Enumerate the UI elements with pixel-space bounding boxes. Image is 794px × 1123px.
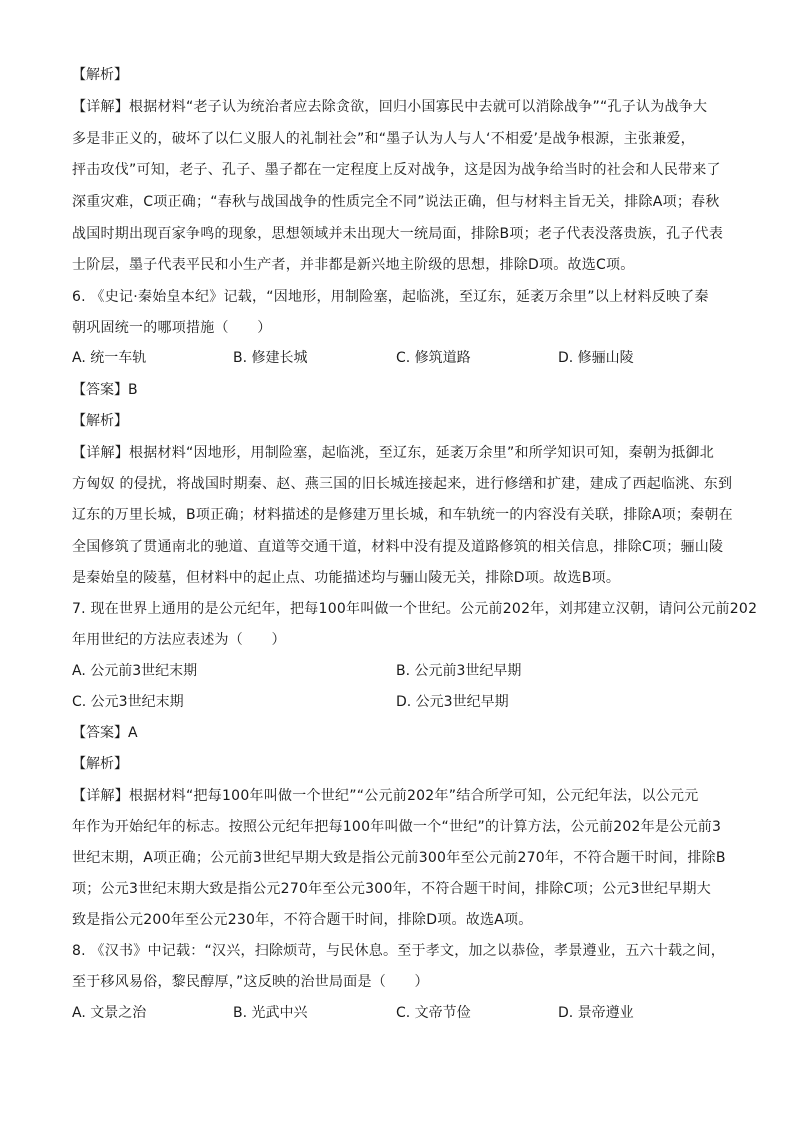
analysis-line: 致是指公元200年至公元230年，不符合题干时间，排除D项。故选A项。 (72, 912, 533, 928)
analysis-line: 【详解】根据材料“因地形，用制险塞，起临洮，至辽东，延袤万余里”和所学知识可知，秦朝为抵御北 (72, 445, 715, 461)
question-stem: 年用世纪的方法应表述为（ ） (72, 632, 286, 648)
analysis-line: 年作为开始纪年的标志。按照公元纪年把每100年叫做一个“世纪”的计算方法，公元前202年是公元前3 (72, 819, 722, 835)
analysis-line: 【详解】根据材料“把每100年叫做一个世纪”“公元前202年”结合所学可知，公元纪年法，以公元元 (72, 788, 699, 804)
analysis-tag: 【解析】 (72, 756, 128, 772)
option-d: D. 修骊山陵 (558, 350, 634, 366)
option-a: A. 公元前3世纪末期 (72, 663, 198, 679)
analysis-line: 【详解】根据材料“老子认为统治者应去除贪欲，回归小国寡民中去就可以消除战争”“孔子认为战争大 (72, 99, 708, 115)
analysis-line: 士阶层，墨子代表平民和小生产者，并非都是新兴地主阶级的思想，排除D项。故选C项。 (72, 257, 635, 273)
analysis-line: 战国时期出现百家争鸣的现象，思想领域并未出现大一统局面，排除B项；老子代表没落贵族，孔子代表 (72, 226, 724, 242)
answer-tag: 【答案】A (72, 725, 138, 741)
analysis-line: 抨击攻伐”可知，老子、孔子、墨子都在一定程度上反对战争，这是因为战争给当时的社会和人民带来了 (72, 162, 721, 178)
analysis-line: 是秦始皇的陵墓，但材料中的起止点、功能描述均与骊山陵无关，排除D项。故选B项。 (72, 570, 621, 586)
option-c: C. 公元3世纪末期 (72, 694, 184, 710)
option-b: B. 修建长城 (233, 350, 308, 366)
analysis-line: 全国修筑了贯通南北的驰道、直道等交通干道，材料中没有提及道路修筑的相关信息，排除C项；骊山陵 (72, 539, 724, 555)
analysis-line: 多是非正义的，破坏了以仁义服人的礼制社会”和“墨子认为人与人‘不相爱’是战争根源，主张兼爱， (72, 131, 695, 147)
option-d: D. 景帝遵业 (558, 1005, 634, 1021)
option-b: B. 光武中兴 (233, 1005, 308, 1021)
option-c: C. 文帝节俭 (396, 1005, 471, 1021)
analysis-tag: 【解析】 (72, 413, 128, 429)
question-stem: 7. 现在世界上通用的是公元纪年，把每100年叫做一个世纪。公元前202年，刘邦建立汉朝，请问公元前202 (72, 601, 758, 617)
answer-tag: 【答案】B (72, 382, 138, 398)
question-stem: 8. 《汉书》中记载：“汉兴，扫除烦苛，与民休息。至于孝文，加之以恭俭，孝景遵业，五六十载之间， (72, 943, 726, 959)
analysis-tag: 【解析】 (72, 67, 128, 83)
analysis-line: 世纪末期，A项正确；公元前3世纪早期大致是指公元前300年至公元前270年，不符合题干时间，排除B (72, 850, 726, 866)
option-c: C. 修筑道路 (396, 350, 471, 366)
analysis-line: 方匈奴 的侵扰，将战国时期秦、赵、燕三国的旧长城连接起来，进行修缮和扩建，建成了西起临洮、东到 (72, 476, 733, 492)
analysis-line: 深重灾难，C项正确；“春秋与战国战争的性质完全不同”说法正确，但与材料主旨无关，排除A项；春秋 (72, 194, 720, 210)
option-d: D. 公元3世纪早期 (396, 694, 509, 710)
question-stem: 6. 《史记·秦始皇本纪》记载，“因地形，用制险塞，起临洮，至辽东，延袤万余里”以上材料反映了秦 (72, 289, 709, 305)
option-a: A. 统一车轨 (72, 350, 147, 366)
option-a: A. 文景之治 (72, 1005, 147, 1021)
analysis-line: 辽东的万里长城，B项正确；材料描述的是修建万里长城，和车轨统一的内容没有关联，排除A项；秦朝在 (72, 507, 733, 523)
option-b: B. 公元前3世纪早期 (396, 663, 522, 679)
analysis-line: 项；公元3世纪末期大致是指公元270年至公元300年，不符合题干时间，排除C项；公元3世纪早期大 (72, 881, 712, 897)
question-stem: 朝巩固统一的哪项措施（ ） (72, 320, 272, 336)
question-stem: 至于移风易俗，黎民醇厚，”这反映的治世局面是（ ） (72, 974, 429, 990)
